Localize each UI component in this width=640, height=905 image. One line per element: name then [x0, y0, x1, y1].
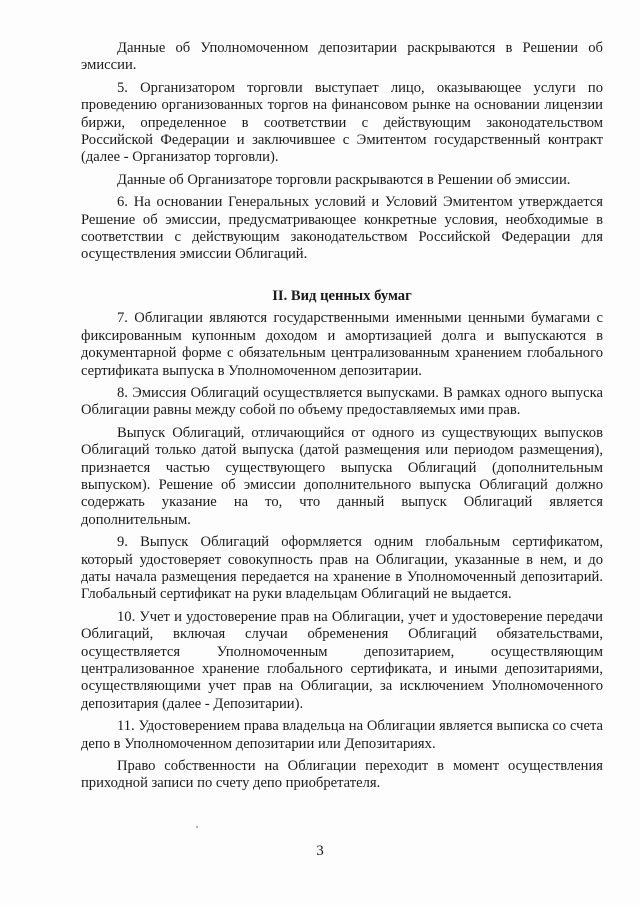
paragraph-7-bond-type: 7. Облигации являются государственными именными ценными бумагами с фиксированным купонным доходом и амортизацией долга и выпускаются в документарной форме с обязательным централизованным хранением глобального сертификата выпуска в Уполномоченном депозитарии.	[81, 310, 603, 379]
paragraph-10-rights-accounting: 10. Учет и удостоверение прав на Облигации, учет и удостоверение передачи Облигаций, включая случаи обременения Облигаций обязательствами, осуществляется Уполномоченным депозитарием, осуществляющим централизованное хранение глобального сертификата, и иными депозитариями, осуществляющими учет прав на Облигации, за исключением Уполномоченного депозитария (далее - Депозитарии).	[81, 608, 603, 712]
paragraph-11-ownership-proof: 11. Удостоверением права владельца на Облигации является выписка со счета депо в Уполномоченном депозитарии или Депозитариях.	[81, 718, 603, 752]
paragraph-6-emission-decision: 6. На основании Генеральных условий и Условий Эмитентом утверждается Решение об эмиссии, предусматривающее конкретные условия, необходимые в соответствии с действующим законодательством Российской Федерации для осуществления эмиссии Облигаций.	[81, 194, 603, 263]
paragraph-depositary-disclosure: Данные об Уполномоченном депозитарии раскрываются в Решении об эмиссии.	[81, 40, 603, 74]
paragraph-additional-issue: Выпуск Облигаций, отличающийся от одного из существующих выпусков Облигаций только датой выпуска (датой размещения или периодом размещения), признается частью существующего выпуска Облигаций (дополнительным выпуском). Решение об эмиссии дополнительного выпуска Облигаций должно содержать указание на то, что данный выпуск Облигаций является дополнительным.	[81, 424, 603, 528]
section-heading: II. Вид ценных бумаг	[272, 287, 412, 304]
page-number: 3	[316, 843, 324, 859]
scan-artifact-dot	[196, 826, 198, 828]
paragraph-8-issues: 8. Эмиссия Облигаций осуществляется выпусками. В рамках одного выпуска Облигации равны между собой по объему предоставляемых ими прав.	[81, 384, 603, 419]
paragraph-5-trade-organizer: 5. Организатором торговли выступает лицо, оказывающее услуги по проведению организованных торгов на финансовом рынке на основании лицензии биржи, определенное в соответствии с действующим законодательством Российской Федерации и заключившее с Эмитентом государственный контракт (далее - Организатор торговли).	[81, 79, 603, 166]
paragraph-ownership-transfer: Право собственности на Облигации переходит в момент осуществления приходной записи по счету депо приобретателя.	[81, 758, 603, 792]
document-body	[81, 40, 603, 798]
paragraph-organizer-disclosure: Данные об Организаторе торговли раскрываются в Решении об эмиссии.	[117, 171, 571, 188]
paragraph-9-global-certificate: 9. Выпуск Облигаций оформляется одним глобальным сертификатом, который удостоверяет совокупность прав на Облигации, указанные в нем, и до даты начала размещения передается на хранение в Уполномоченный депозитарий. Глобальный сертификат на руки владельцам Облигаций не выдается.	[81, 534, 603, 603]
